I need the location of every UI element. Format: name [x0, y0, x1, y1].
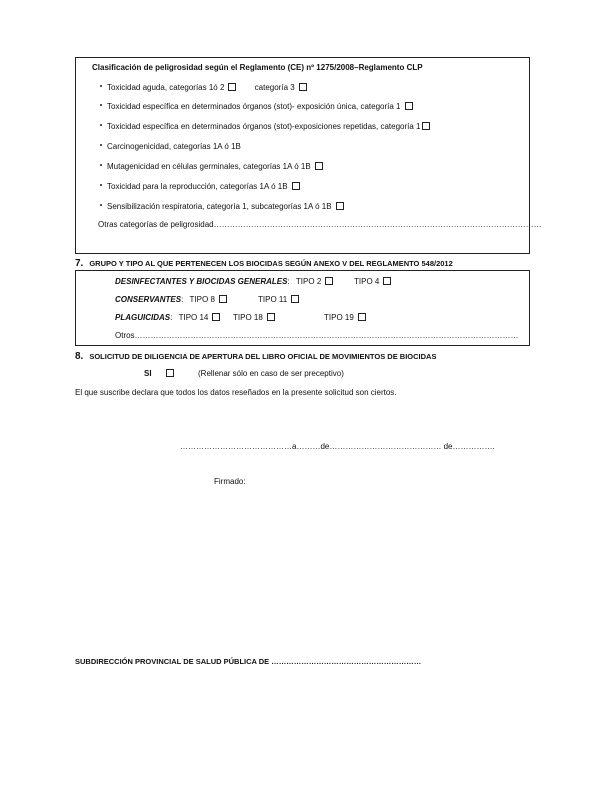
checkbox[interactable]: [212, 313, 220, 321]
checkbox[interactable]: [315, 162, 323, 170]
bullet-icon: [100, 184, 102, 186]
checkbox[interactable]: [422, 122, 430, 130]
row-conservantes-tipo11: TIPO 11: [258, 295, 299, 304]
checkbox[interactable]: [383, 277, 391, 285]
clp-item: Mutagenicidad en células germinales, categorías 1A ó 1B: [100, 162, 323, 171]
checkbox[interactable]: [166, 369, 174, 377]
bullet-icon: [100, 104, 102, 106]
checkbox[interactable]: [299, 83, 307, 91]
clp-item: Toxicidad específica en determinados órganos (stot)- exposición única, categoría 1: [100, 102, 413, 111]
row-desinfectantes: DESINFECTANTES Y BIOCIDAS GENERALES: TIPO 2: [115, 277, 333, 286]
checkbox[interactable]: [228, 83, 236, 91]
checkbox[interactable]: [292, 182, 300, 190]
signed-label: Firmado:: [214, 477, 246, 486]
checkbox[interactable]: [358, 313, 366, 321]
checkbox[interactable]: [219, 295, 227, 303]
bullet-icon: [100, 164, 102, 166]
clp-item: Toxicidad específica en determinados órganos (stot)-exposiciones repetidas, categoría 1: [100, 122, 430, 131]
date-line[interactable]: ……………………………………a………de…………………………………… de…………….: [180, 442, 495, 451]
bullet-icon: [100, 144, 102, 146]
section8-heading: 8. SOLICITUD DE DILIGENCIA DE APERTURA DEL LIBRO OFICIAL DE MOVIMIENTOS DE BIOCIDAS: [75, 351, 437, 362]
checkbox[interactable]: [405, 102, 413, 110]
row-desinfectantes-tipo4: TIPO 4: [354, 277, 391, 286]
declaration-text: El que suscribe declara que todos los datos reseñados en la presente solicitud son ciertos.: [75, 388, 397, 397]
row-plaguicidas-tipo18: TIPO 18: [233, 313, 275, 322]
checkbox[interactable]: [336, 202, 344, 210]
bullet-icon: [100, 124, 102, 126]
row-plaguicidas-tipo19: TIPO 19: [324, 313, 366, 322]
section7-heading: 7. GRUPO Y TIPO AL QUE PERTENECEN LOS BIOCIDAS SEGÚN ANEXO V DEL REGLAMENTO 548/2012: [75, 258, 453, 269]
clp-item: Sensibilización respiratoria, categoría 1, subcategorías 1A ó 1B: [100, 202, 344, 211]
clp-item: Toxicidad para la reproducción, categorías 1A ó 1B: [100, 182, 300, 191]
row-conservantes: CONSERVANTES: TIPO 8: [115, 295, 227, 304]
checkbox[interactable]: [267, 313, 275, 321]
checkbox[interactable]: [325, 277, 333, 285]
checkbox[interactable]: [291, 295, 299, 303]
clp-item: Toxicidad aguda, categorías 1ó 2 categoría 3: [100, 83, 307, 92]
otros-line: Otros………………………………………………………………………………………………………………………………: [115, 331, 519, 340]
clp-item: Carcinogenicidad, categorías 1A ó 1B: [100, 142, 241, 151]
clp-others: Otras categorías de peligrosidad……………………………………………………………………………………………………………: [98, 220, 542, 229]
bullet-icon: [100, 204, 102, 206]
si-note: (Rellenar sólo en caso de ser preceptivo): [198, 369, 344, 378]
footer-office: SUBDIRECCIÓN PROVINCIAL DE SALUD PÚBLICA DE ……………………………………………………: [75, 657, 422, 666]
clp-title: Clasificación de peligrosidad según el Reglamento (CE) nº 1275/2008–Reglamento CLP: [92, 63, 423, 72]
row-plaguicidas: PLAGUICIDAS: TIPO 14: [115, 313, 220, 322]
bullet-icon: [100, 85, 102, 87]
si-option: SI: [144, 369, 174, 378]
